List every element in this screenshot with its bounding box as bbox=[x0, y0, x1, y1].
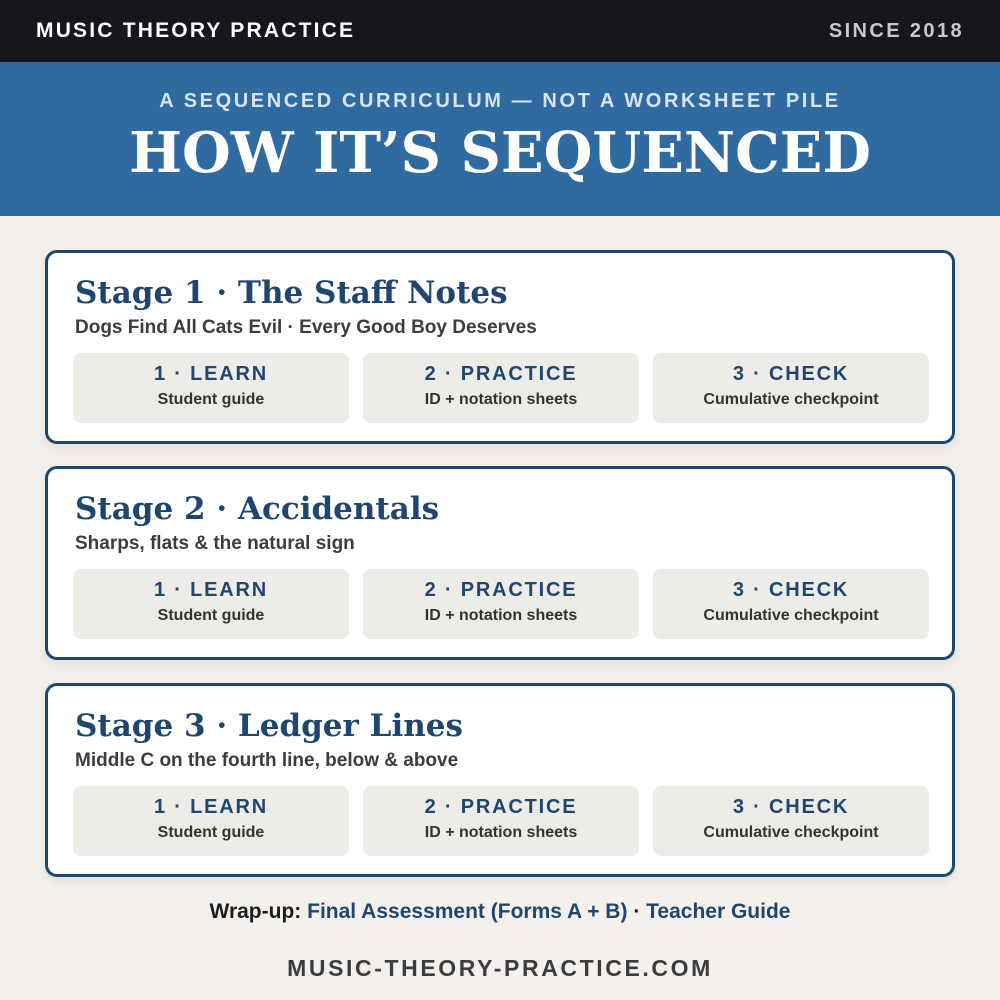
hero-kicker: A SEQUENCED CURRICULUM — NOT A WORKSHEET PILE bbox=[159, 90, 841, 112]
step-description: Student guide bbox=[157, 607, 265, 624]
final-assessment-link: Final Assessment (Forms A + B) bbox=[307, 900, 628, 923]
step-label: 2 · PRACTICE bbox=[424, 363, 578, 385]
step-practice bbox=[363, 786, 639, 856]
step-learn bbox=[73, 353, 349, 423]
step-description: ID + notation sheets bbox=[424, 824, 578, 841]
stage-steps bbox=[73, 353, 929, 423]
since-label: SINCE 2018 bbox=[828, 19, 964, 42]
step-practice bbox=[363, 353, 639, 423]
step-label: 3 · CHECK bbox=[732, 796, 850, 818]
brand-name: MUSIC THEORY PRACTICE bbox=[36, 19, 356, 42]
wrap-up-line bbox=[0, 900, 1000, 924]
stage-card-3 bbox=[45, 683, 955, 877]
step-learn bbox=[73, 786, 349, 856]
step-description: ID + notation sheets bbox=[424, 607, 578, 624]
step-label: 1 · LEARN bbox=[154, 796, 268, 818]
step-description: ID + notation sheets bbox=[424, 391, 578, 408]
step-check bbox=[653, 569, 929, 639]
step-description: Student guide bbox=[157, 391, 265, 408]
website-url: MUSIC-THEORY-PRACTICE.COM bbox=[287, 955, 713, 981]
step-description: Student guide bbox=[157, 824, 265, 841]
stage-subtitle: Dogs Find All Cats Evil · Every Good Boy Deserves bbox=[75, 317, 537, 338]
stage-steps bbox=[73, 569, 929, 639]
wrap-up-separator: · bbox=[633, 900, 641, 923]
stage-steps bbox=[73, 786, 929, 856]
stage-title: Stage 1 · The Staff Notes bbox=[75, 275, 508, 311]
step-check bbox=[653, 786, 929, 856]
step-label: 2 · PRACTICE bbox=[424, 796, 578, 818]
stage-title: Stage 3 · Ledger Lines bbox=[75, 708, 463, 744]
wrap-up-label: Wrap-up: bbox=[209, 900, 302, 923]
step-learn bbox=[73, 569, 349, 639]
step-label: 1 · LEARN bbox=[154, 579, 268, 601]
step-label: 2 · PRACTICE bbox=[424, 579, 578, 601]
stage-subtitle: Middle C on the fourth line, below & above bbox=[75, 750, 459, 771]
step-practice bbox=[363, 569, 639, 639]
step-description: Cumulative checkpoint bbox=[703, 824, 879, 841]
step-label: 3 · CHECK bbox=[732, 579, 850, 601]
teacher-guide-link: Teacher Guide bbox=[646, 900, 791, 923]
hero-banner bbox=[0, 62, 1000, 216]
step-label: 1 · LEARN bbox=[154, 363, 268, 385]
stage-subtitle: Sharps, flats & the natural sign bbox=[75, 533, 355, 554]
step-check bbox=[653, 353, 929, 423]
top-bar bbox=[0, 0, 1000, 62]
page-title: HOW IT’S SEQUENCED bbox=[129, 120, 871, 186]
stage-title: Stage 2 · Accidentals bbox=[75, 491, 440, 527]
step-description: Cumulative checkpoint bbox=[703, 391, 879, 408]
step-label: 3 · CHECK bbox=[732, 363, 850, 385]
stage-card-1 bbox=[45, 250, 955, 444]
stage-card-2 bbox=[45, 466, 955, 660]
step-description: Cumulative checkpoint bbox=[703, 607, 879, 624]
